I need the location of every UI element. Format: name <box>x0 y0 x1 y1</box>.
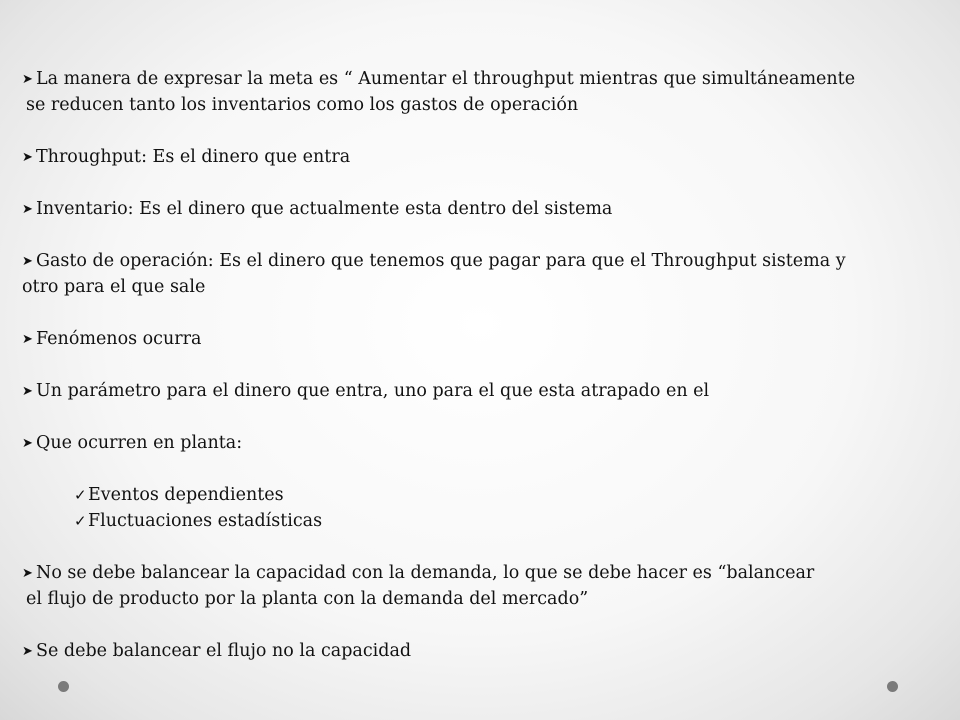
decorative-dot-right <box>887 681 898 692</box>
slide-body <box>22 66 942 664</box>
bullet-flujo <box>22 638 942 664</box>
check-eventos <box>22 482 942 508</box>
arrowhead-bullet-icon: ➤ <box>22 254 33 269</box>
bullet-text: Se debe balancear el flujo no la capacidad <box>36 641 412 661</box>
arrowhead-bullet-icon: ➤ <box>22 72 33 87</box>
bullet-text: Inventario: Es el dinero que actualmente esta dentro del sistema <box>36 199 613 219</box>
arrowhead-bullet-icon: ➤ <box>22 150 33 165</box>
checkmark-icon: ✓ <box>74 512 87 530</box>
checkmark-icon: ✓ <box>74 486 87 504</box>
check-text: Eventos dependientes <box>88 485 284 505</box>
bullet-text: Que ocurren en planta: <box>36 433 243 453</box>
bullet-text: Gasto de operación: Es el dinero que tenemos que pagar para que el Throughput sistema y <box>36 251 846 271</box>
bullet-meta <box>22 66 942 92</box>
bullet-text: Throughput: Es el dinero que entra <box>36 147 351 167</box>
arrowhead-bullet-icon: ➤ <box>22 644 33 659</box>
bullet-text: No se debe balancear la capacidad con la demanda, lo que se debe hacer es “balancear <box>36 563 815 583</box>
bullet-throughput <box>22 144 942 170</box>
arrowhead-bullet-icon: ➤ <box>22 384 33 399</box>
bullet-balancear <box>22 560 942 586</box>
arrowhead-bullet-icon: ➤ <box>22 436 33 451</box>
decorative-dot-left <box>58 681 69 692</box>
bullet-text: el flujo de producto por la planta con la demanda del mercado” <box>26 589 589 609</box>
bullet-parametro <box>22 378 942 404</box>
bullet-gasto-operacion <box>22 248 942 274</box>
arrowhead-bullet-icon: ➤ <box>22 566 33 581</box>
bullet-text: Un parámetro para el dinero que entra, uno para el que esta atrapado en el <box>36 381 710 401</box>
bullet-gasto-operacion-continuation <box>22 274 942 300</box>
bullet-fenomenos <box>22 326 942 352</box>
check-fluctuaciones <box>22 508 942 534</box>
bullet-text: Fenómenos ocurra <box>36 329 202 349</box>
arrowhead-bullet-icon: ➤ <box>22 202 33 217</box>
bullet-text: otro para el que sale <box>22 277 206 297</box>
bullet-text: La manera de expresar la meta es “ Aumentar el throughput mientras que simultáneamente <box>36 69 856 89</box>
bullet-meta-continuation <box>22 92 942 118</box>
arrowhead-bullet-icon: ➤ <box>22 332 33 347</box>
bullet-planta <box>22 430 942 456</box>
bullet-text: se reducen tanto los inventarios como los gastos de operación <box>26 95 579 115</box>
bullet-inventario <box>22 196 942 222</box>
check-text: Fluctuaciones estadísticas <box>88 511 323 531</box>
bullet-balancear-continuation <box>22 586 942 612</box>
